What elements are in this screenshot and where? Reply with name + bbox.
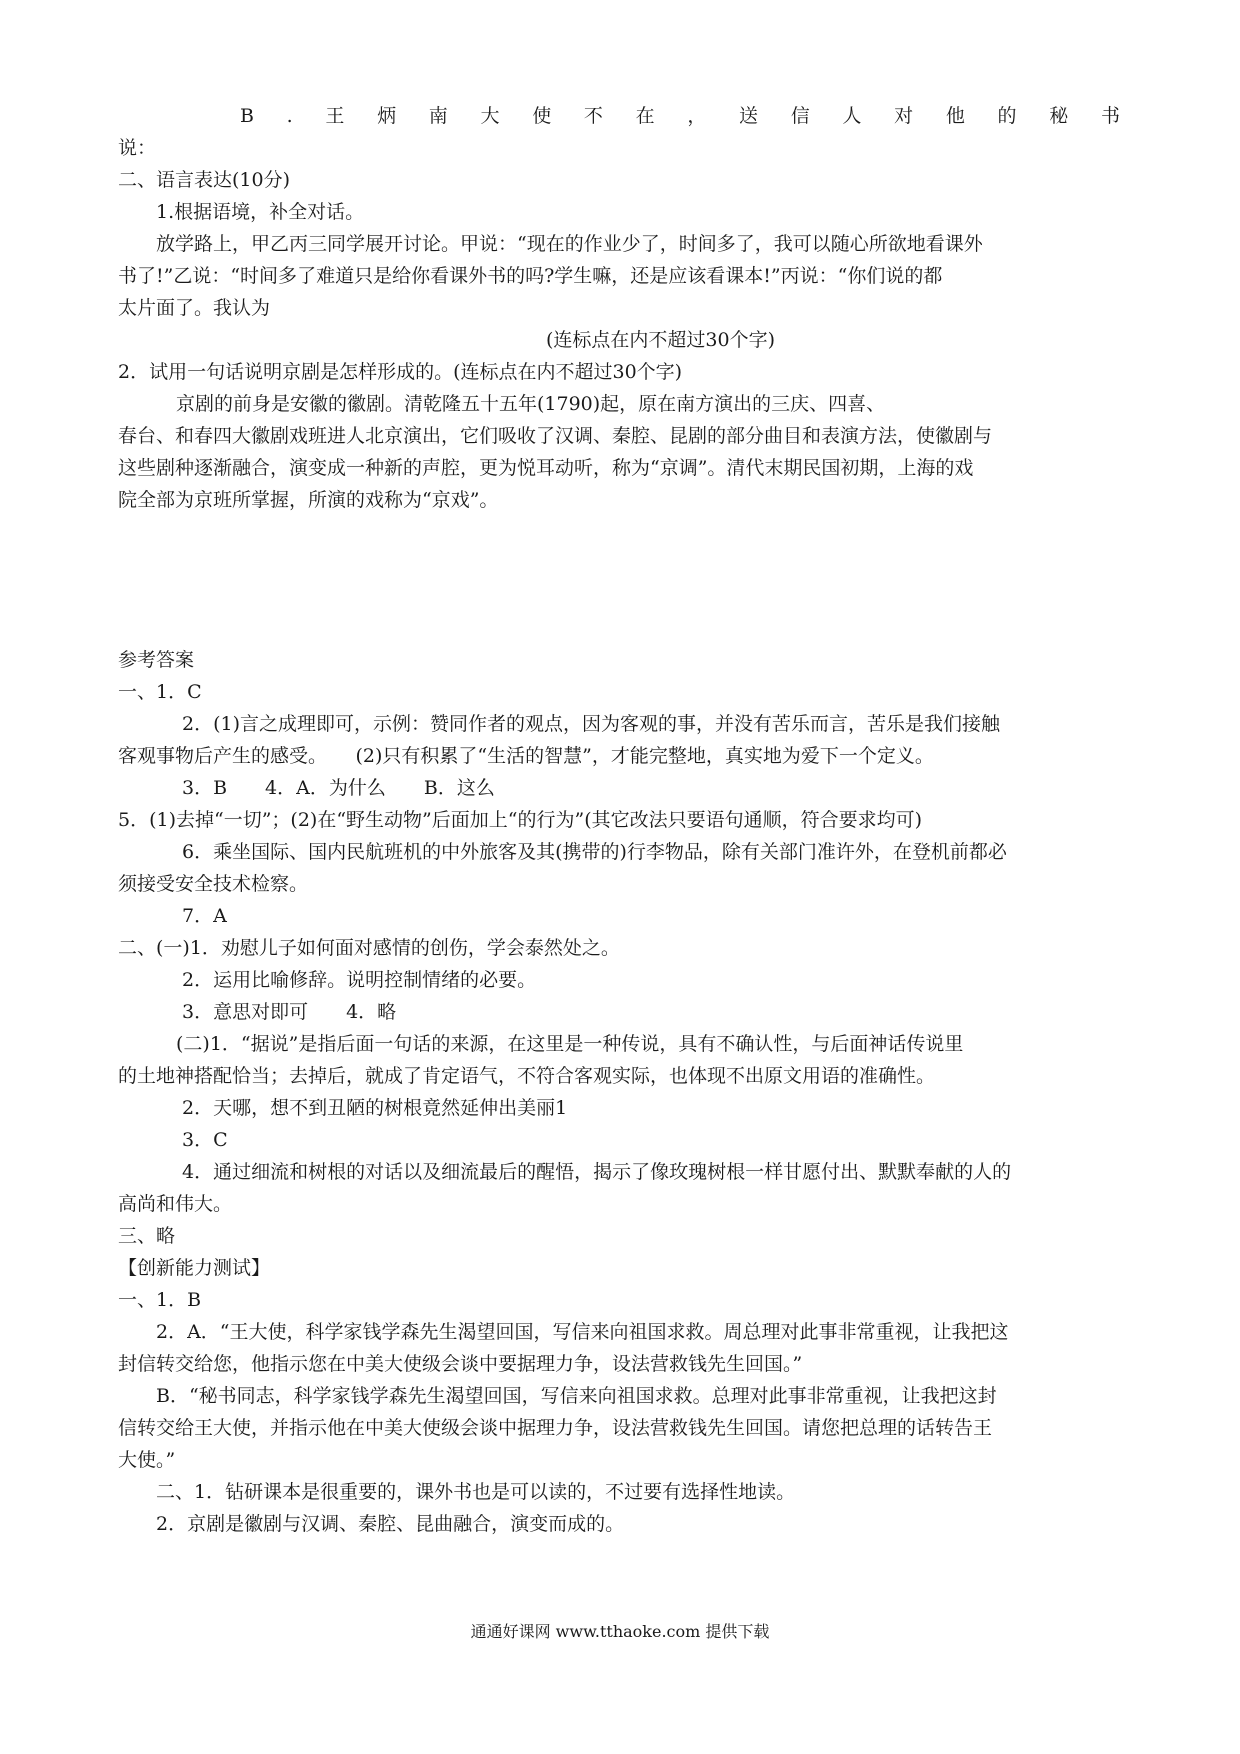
spread-char: 炳 [377, 105, 397, 127]
spread-char: 信 [790, 105, 810, 127]
answer-line: 4．通过细流和树根的对话以及细流最后的醒悟，揭示了像玫瑰树根一样甘愿付出、默默奉献的人的 [182, 1161, 1012, 1183]
spread-char: 送 [739, 105, 759, 127]
answer-line: 须接受安全技术检察。 [118, 873, 309, 895]
answer-line: 客观事物后产生的感受。 (2)只有积累了“生活的智慧”，才能完整地，真实地为爱下一个定义。 [118, 745, 934, 767]
answer-line: 【创新能力测试】 [118, 1257, 271, 1279]
spread-char: 大 [480, 105, 500, 127]
answer-line: 2．京剧是徽剧与汉调、秦腔、昆曲融合，演变而成的。 [156, 1513, 625, 1535]
section-heading: 二、语言表达(10分) [118, 169, 291, 191]
answer-line: 一、1．B [118, 1289, 202, 1311]
answer-line: 2．A．“王大使，科学家钱学森先生渴望回国，写信来向祖国求救。周总理对此事非常重视，让我把这 [156, 1321, 1009, 1343]
spread-char: 不 [583, 105, 603, 127]
blank-space [118, 516, 1130, 644]
question-title: 1.根据语境，补全对话。 [156, 201, 365, 223]
answer-line: 5．(1)去掉“一切”；(2)在“野生动物”后面加上“的行为”(其它改法只要语句通顺，符合要求均可) [118, 809, 923, 831]
paragraph-line: 书了!”乙说：“时间多了难道只是给你看课外书的吗?学生嘛，还是应该看课本!”丙说：“你们说的都 [118, 265, 943, 287]
spread-char: 他 [945, 105, 965, 127]
spread-char: 人 [842, 105, 862, 127]
answer-line: 封信转交给您，他指示您在中美大使级会谈中要据理力争，设法营救钱先生回国。” [118, 1353, 803, 1375]
answer-line: 大使。” [118, 1449, 176, 1471]
spread-char: 在 [635, 105, 655, 127]
document-page [118, 100, 1130, 1540]
paragraph-line: 春台、和春四大徽剧戏班进人北京演出，它们吸收了汉调、秦腔、昆剧的部分曲目和表演方法，使徽剧与 [118, 425, 993, 447]
answer-line: 三、略 [118, 1225, 176, 1247]
answer-line: 信转交给王大使，并指示他在中美大使级会谈中据理力争，设法营救钱先生回国。请您把总理的话转告王 [118, 1417, 993, 1439]
spread-char: 使 [532, 105, 552, 127]
spread-char: 秘 [1049, 105, 1069, 127]
spread-char: ， [687, 105, 707, 127]
paragraph-line: 这些剧种逐渐融合，演变成一种新的声腔，更为悦耳动听，称为“京调”。清代末期民国初期，上海的戏 [118, 457, 974, 479]
answer-line: B．“秘书同志，科学家钱学森先生渴望回国，写信来向祖国求救。总理对此事非常重视，让我把这封 [156, 1385, 997, 1407]
spread-char: 书 [1100, 105, 1120, 127]
spread-char: . [286, 105, 293, 127]
question-title: 2．试用一句话说明京剧是怎样形成的。(连标点在内不超过30个字) [118, 361, 683, 383]
paragraph-line: 京剧的前身是安徽的徽剧。清乾隆五十五年(1790)起，原在南方演出的三庆、四喜、 [176, 393, 886, 415]
answer-line: 高尚和伟大。 [118, 1193, 233, 1215]
answer-line: 7．A [182, 905, 227, 927]
answers-list [118, 676, 1130, 1540]
answer-line: 3．C [182, 1129, 228, 1151]
spread-char: 王 [325, 105, 345, 127]
answer-line: 二、1．钻研课本是很重要的，课外书也是可以读的，不过要有选择性地读。 [156, 1481, 796, 1503]
answer-line: 2．(1)言之成理即可，示例：赞同作者的观点，因为客观的事，并没有苦乐而言，苦乐是我们接触 [182, 713, 1001, 735]
answer-line: 3．意思对即可 4．略 [182, 1001, 397, 1023]
answer-line: 二、(一)1．劝慰儿子如何面对感情的创伤，学会泰然处之。 [118, 937, 620, 959]
answer-line: 2．运用比喻修辞。说明控制情绪的必要。 [182, 969, 537, 991]
b-option-tail: 说： [118, 137, 157, 159]
answers-heading: 参考答案 [118, 649, 195, 671]
answer-line: 6．乘坐国际、国内民航班机的中外旅客及其(携带的)行李物品，除有关部门准许外，在登机前都必 [182, 841, 1007, 863]
b-option-line [118, 100, 1130, 132]
answer-line: 的土地神搭配恰当；去掉后，就成了肯定语气，不符合客观实际，也体现不出原文用语的准确性。 [118, 1065, 936, 1087]
answer-line: 一、1．C [118, 681, 202, 703]
answer-line: (二)1．“据说”是指后面一句话的来源，在这里是一种传说，具有不确认性，与后面神话传说里 [176, 1033, 964, 1055]
page-footer: 通通好课网 www.tthaoke.com 提供下载 [470, 1622, 770, 1641]
spread-char: 的 [997, 105, 1017, 127]
paragraph-line: 院全部为京班所掌握，所演的戏称为“京戏”。 [118, 489, 499, 511]
answer-line: 3．B 4．A．为什么 B．这么 [182, 777, 495, 799]
spread-char: B [240, 105, 254, 127]
answer-line: 2．天哪，想不到丑陋的树根竟然延伸出美丽1 [182, 1097, 568, 1119]
paragraph-line: 放学路上，甲乙丙三同学展开讨论。甲说：“现在的作业少了，时间多了，我可以随心所欲地看课外 [156, 233, 983, 255]
paragraph-line: 太片面了。我认为 [118, 297, 271, 319]
length-note: (连标点在内不超过30个字) [546, 329, 776, 351]
spread-char: 对 [894, 105, 914, 127]
spread-char: 南 [428, 105, 448, 127]
